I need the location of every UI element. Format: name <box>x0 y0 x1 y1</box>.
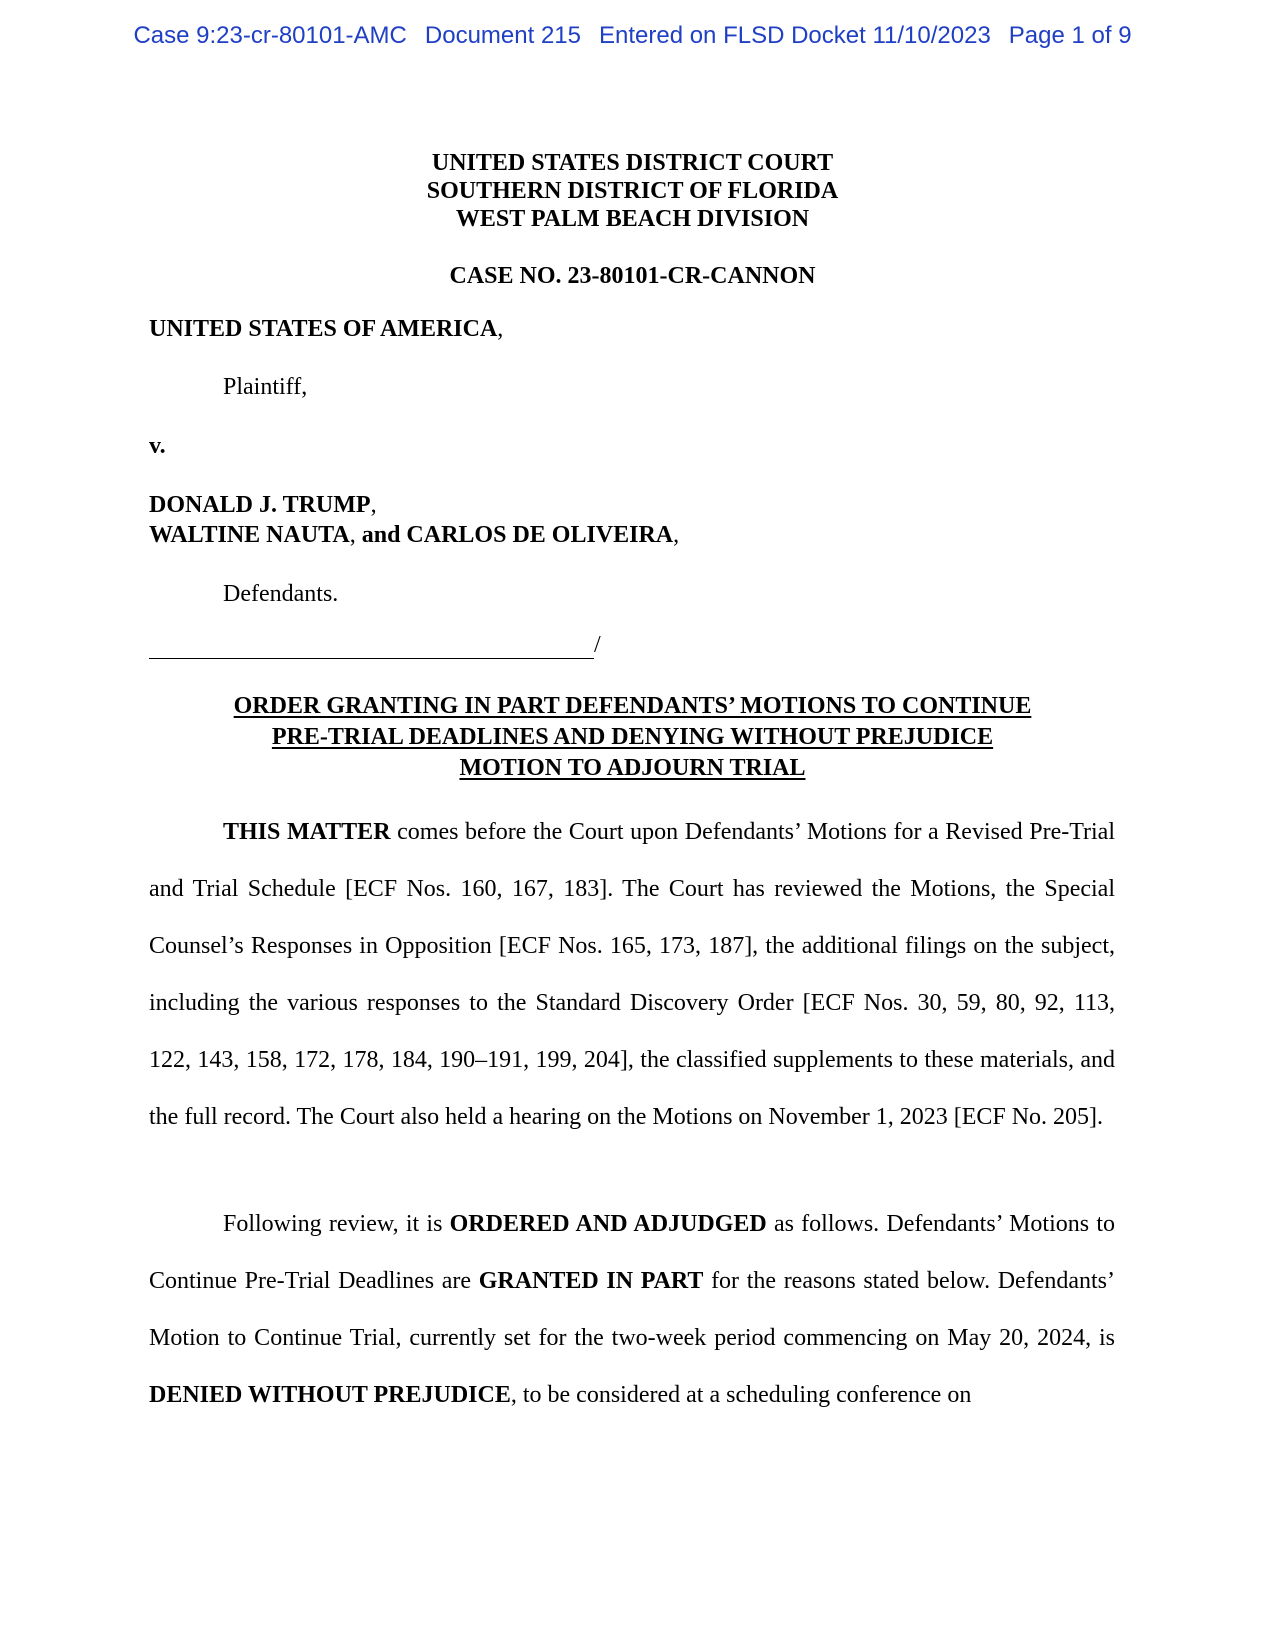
paragraph2-part1: Following review, it is <box>223 1211 450 1237</box>
defendant-line-2: WALTINE NAUTA, and CARLOS DE OLIVEIRA, <box>149 522 680 548</box>
paragraph-ordered <box>149 1196 1115 1424</box>
paragraph2-part3: for the reasons stated below. Defendants’ Motion to Continue Trial, currently set for the two-week period commencing on May 20, 2024, is <box>149 1268 1116 1351</box>
caption-rule <box>149 632 601 659</box>
caption-underline <box>149 636 594 659</box>
case-number: CASE NO. 23-80101-CR-CANNON <box>449 263 816 289</box>
docket-entered-date: Entered on FLSD Docket 11/10/2023 <box>598 22 991 49</box>
defendant-line-1: DONALD J. TRUMP, <box>149 492 377 518</box>
paragraph2-part4: , to be considered at a scheduling conference on <box>510 1382 972 1408</box>
docket-case-number: Case 9:23-cr-80101-AMC <box>133 22 407 49</box>
docket-document-number: Document 215 <box>424 22 581 49</box>
plaintiff-line: UNITED STATES OF AMERICA, <box>149 316 504 342</box>
paragraph1-text: comes before the Court upon Defendants’ Motions for a Revised Pre-Trial and Trial Schedule [ECF Nos. 160, 167, 183]. The Court has reviewed the Motions, the Special Counsel’s Responses in Opposition [ECF Nos. 165, 173, 187], the additional filings on the subject, including the various responses to the Standard Discovery Order [ECF Nos. 30, 59, 80, 92, 113, 122, 143, 158, 172, 178, 184, 190–191, 199, 204], the classified supplements to these materials, and the full record. The Court also held a hearing on the Motions on November 1, 2023 [ECF No. 205]. <box>149 819 1116 1130</box>
paragraph-this-matter <box>149 804 1115 1146</box>
court-district: SOUTHERN DISTRICT OF FLORIDA <box>426 178 839 204</box>
plaintiff-label: Plaintiff, <box>223 374 308 400</box>
order-title-line-2: PRE-TRIAL DEADLINES AND DENYING WITHOUT PREJUDICE <box>271 724 994 750</box>
paragraph2-denied-without-prejudice: DENIED WITHOUT PREJUDICE <box>149 1382 511 1408</box>
court-name: UNITED STATES DISTRICT COURT <box>431 150 834 176</box>
defendant-de-oliveira: CARLOS DE OLIVEIRA <box>406 522 674 548</box>
defendant-nauta: WALTINE NAUTA <box>149 522 350 548</box>
order-title <box>0 691 1265 784</box>
paragraph2-granted-in-part: GRANTED IN PART <box>478 1268 704 1294</box>
court-heading <box>0 149 1265 233</box>
order-title-line-3: MOTION TO ADJOURN TRIAL <box>459 755 806 781</box>
paragraph2-ordered-adjudged: ORDERED AND ADJUDGED <box>449 1211 767 1237</box>
plaintiff-name: UNITED STATES OF AMERICA <box>149 316 498 342</box>
defendant-and: and <box>361 522 401 548</box>
caption-slash: / <box>594 632 601 658</box>
versus: v. <box>149 433 166 459</box>
paragraph1-lead: THIS MATTER <box>223 819 391 845</box>
court-division: WEST PALM BEACH DIVISION <box>455 206 810 232</box>
order-title-line-1: ORDER GRANTING IN PART DEFENDANTS’ MOTIONS TO CONTINUE <box>233 693 1032 719</box>
docket-header <box>0 22 1265 50</box>
defendants-label: Defendants. <box>223 581 339 607</box>
paragraph2-part2: as follows. Defendants’ Motions to Continue Pre-Trial Deadlines are <box>149 1211 1115 1294</box>
defendant-trump: DONALD J. TRUMP <box>149 492 371 518</box>
docket-page-number: Page 1 of 9 <box>1008 22 1132 49</box>
